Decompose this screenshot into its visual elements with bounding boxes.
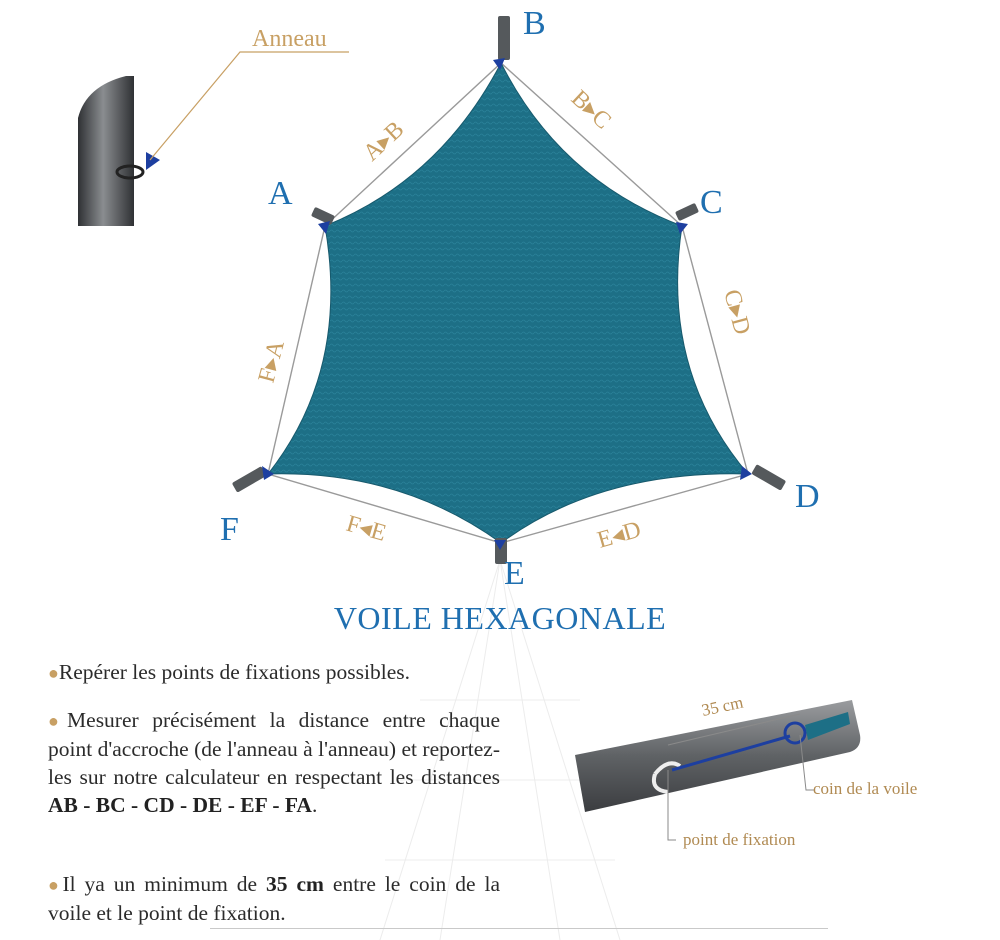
bullet-icon: ● <box>48 875 63 895</box>
sail-corner-label: coin de la voile <box>813 779 918 798</box>
edge-label-cd: C▸D <box>718 286 756 338</box>
bullet-3-post: entre le coin de la voile et le point de fixation. <box>48 872 501 925</box>
diagram-title: VOILE HEXAGONALE <box>333 600 667 636</box>
ring-detail-illustration <box>78 52 349 226</box>
sail-shape <box>268 63 748 543</box>
bullet-2-distances: AB - BC - CD - DE - EF - FA <box>48 793 312 817</box>
bullet-locate-points <box>48 658 500 687</box>
bullet-2-end: . <box>311 793 318 817</box>
edge-label-ed: E◂D <box>594 516 644 554</box>
edge-label-fa: F▸A <box>253 337 290 386</box>
ring-label: Anneau <box>252 26 327 52</box>
point-label-a: A <box>268 175 293 212</box>
bullet-icon: ● <box>48 663 59 683</box>
point-label-d: D <box>795 478 820 515</box>
edge-label-bc: B▸C <box>565 85 616 135</box>
measure-label: 35 cm <box>699 692 745 720</box>
bullet-3-value: 35 cm <box>266 872 324 896</box>
edge-label-fe: F◂E <box>343 510 390 547</box>
bullet-3-pre: Il ya un minimum de <box>62 872 267 896</box>
attachment-detail-illustration <box>575 700 860 840</box>
post-d <box>751 464 786 491</box>
point-label-b: B <box>523 5 546 42</box>
bullet-1-text: Repérer les points de fixations possibles. <box>58 660 410 684</box>
bullet-measure-distances <box>48 706 500 819</box>
point-label-f: F <box>220 511 239 548</box>
point-label-e: E <box>504 555 525 592</box>
post-c <box>675 203 699 221</box>
point-label-c: C <box>700 184 723 221</box>
bullet-2-text: Mesurer précisément la distance entre chaque point d'accroche (de l'anneau à l'anneau) et reportez-les sur notre calculateur en respectant les distances <box>48 708 500 789</box>
post-a <box>311 207 335 225</box>
anchor-point-label: point de fixation <box>683 830 796 849</box>
edge-label-ab: A▸B <box>358 116 410 167</box>
bottom-divider <box>210 928 828 929</box>
post-b <box>498 16 510 60</box>
bullet-icon: ● <box>48 711 68 731</box>
post-f <box>232 466 267 493</box>
bullet-minimum-distance <box>48 870 500 927</box>
